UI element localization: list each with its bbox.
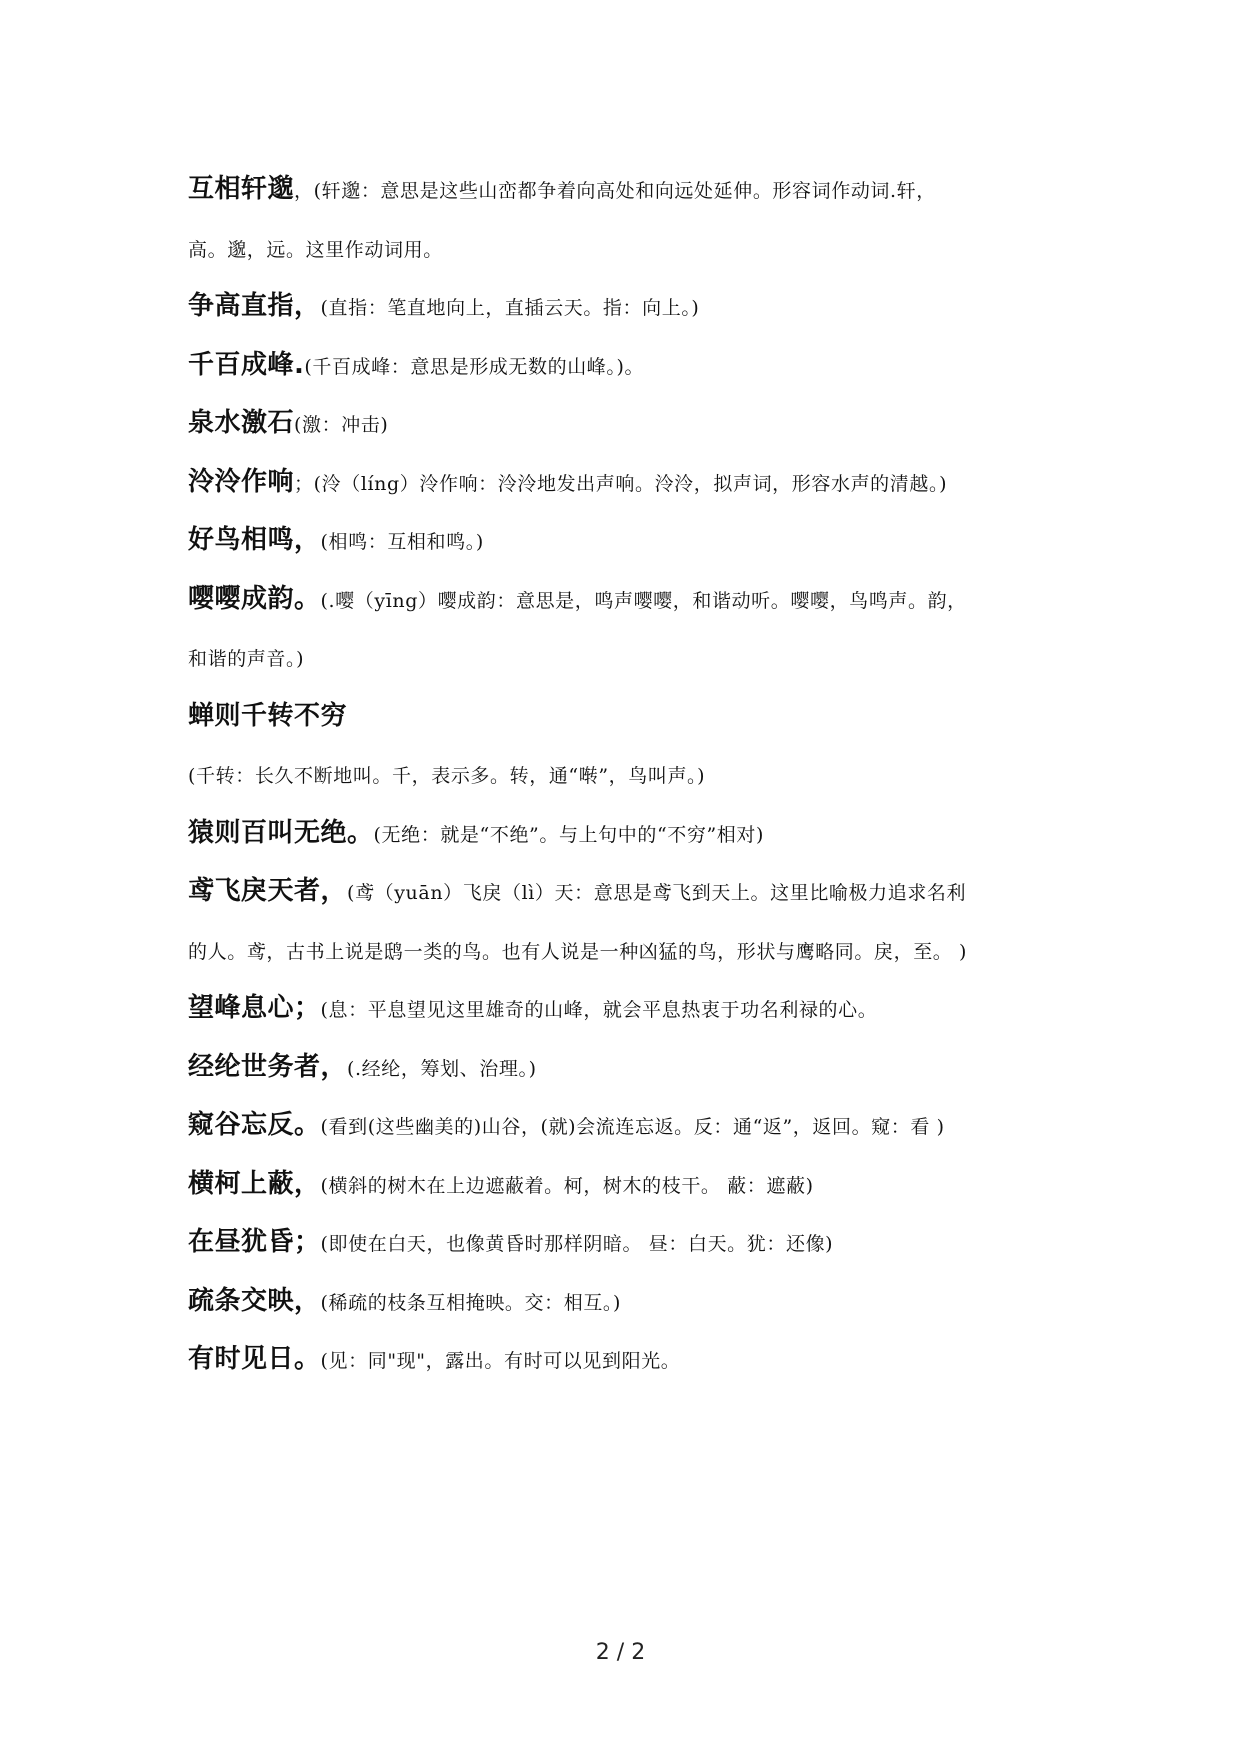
text-line	[188, 394, 1068, 453]
phrase: 争高直指，	[188, 291, 321, 321]
phrase: 嘤嘤成韵。	[188, 583, 321, 614]
text-line	[188, 687, 1068, 746]
annotation: 的人。鸢，古书上说是鸱一类的鸟。也有人说是一种凶猛的鸟，形状与鹰略同。戾，至。 )	[188, 940, 968, 963]
annotation: (见：同"现"，露出。有时可以见到阳光。	[320, 1350, 681, 1372]
text-line	[188, 862, 1068, 921]
annotation: (激：冲击)	[294, 414, 389, 436]
annotation: (千转：长久不断地叫。千，表示多。转，通“啭”，鸟叫声。)	[188, 765, 706, 787]
text-line	[188, 570, 1068, 629]
phrase: 千百成峰.	[188, 349, 305, 380]
text-line	[188, 453, 1068, 512]
phrase: 经纶世务者，	[188, 1051, 348, 1082]
text-line	[188, 804, 1068, 863]
phrase: 在昼犹昏；	[188, 1227, 321, 1257]
phrase: 鸢飞戾天者，	[188, 876, 348, 906]
annotation: (千百成峰：意思是形成无数的山峰。)。	[304, 355, 645, 378]
text-line	[188, 1038, 1068, 1097]
text-line	[188, 745, 1068, 804]
phrase: 泠泠作响	[188, 466, 295, 497]
phrase: 好鸟相鸣，	[188, 525, 321, 555]
annotation: (直指：笔直地向上，直插云天。指：向上。)	[320, 297, 700, 319]
text-line	[188, 160, 1068, 219]
annotation: (稀疏的枝条互相掩映。交：相互。)	[320, 1291, 622, 1314]
text-line	[188, 628, 1068, 687]
annotation: (即使在白天，也像黄昏时那样阴暗。 昼：白天。犹：还像)	[320, 1233, 834, 1255]
text-line	[188, 1155, 1068, 1214]
annotation: 和谐的声音。)	[188, 648, 305, 670]
annotation: (无绝：就是“不绝”。与上句中的“不穷”相对)	[373, 823, 764, 846]
page-number: 2 / 2	[595, 1640, 646, 1665]
annotation: ；(泠（líng）泠作响：泠泠地发出声响。泠泠，拟声词，形容水声的清越。)	[294, 472, 948, 495]
text-line	[188, 921, 1068, 980]
phrase: 窥谷忘反。	[188, 1110, 321, 1140]
annotation: (.经纶，筹划、治理。)	[347, 1057, 537, 1080]
annotation: (相鸣：互相和鸣。)	[320, 531, 484, 553]
phrase: 互相轩邈	[188, 174, 295, 204]
text-line	[188, 1330, 1068, 1389]
text-line	[188, 277, 1068, 336]
text-line	[188, 1272, 1068, 1331]
text-line	[188, 511, 1068, 570]
annotation: 高。邈，远。这里作动词用。	[188, 238, 443, 261]
annotation: (看到(这些幽美的)山谷，(就)会流连忘返。反：通“返”，返回。窥：看 )	[320, 1116, 945, 1138]
phrase: 有时见日。	[188, 1344, 321, 1374]
text-line	[188, 1096, 1068, 1155]
phrase: 猿则百叫无绝。	[188, 817, 374, 848]
phrase: 望峰息心；	[188, 993, 321, 1023]
phrase: 横柯上蔽，	[188, 1168, 321, 1199]
annotation: (息：平息望见这里雄奇的山峰，就会平息热衷于功名利禄的心。	[320, 999, 878, 1021]
text-line	[188, 1213, 1068, 1272]
annotation: (鸢（yuān）飞戾（lì）天：意思是鸢飞到天上。这里比喻极力追求名利	[347, 882, 967, 904]
phrase: 疏条交映，	[188, 1285, 321, 1316]
text-line	[188, 979, 1068, 1038]
annotation-body	[188, 160, 1068, 1389]
text-line	[188, 219, 1068, 278]
annotation: (.嘤（yīng）嘤成韵：意思是，鸣声嘤嘤，和谐动听。嘤嘤，鸟鸣声。韵，	[320, 589, 967, 612]
annotation: ，(轩邈：意思是这些山峦都争着向高处和向远处延伸。形容词作动词.轩，	[294, 180, 936, 202]
phrase: 蝉则千转不穷	[188, 700, 348, 731]
text-line	[188, 336, 1068, 395]
annotation: (横斜的树木在上边遮蔽着。柯，树木的枝干。 蔽：遮蔽)	[320, 1174, 814, 1197]
phrase: 泉水激石	[188, 408, 295, 438]
